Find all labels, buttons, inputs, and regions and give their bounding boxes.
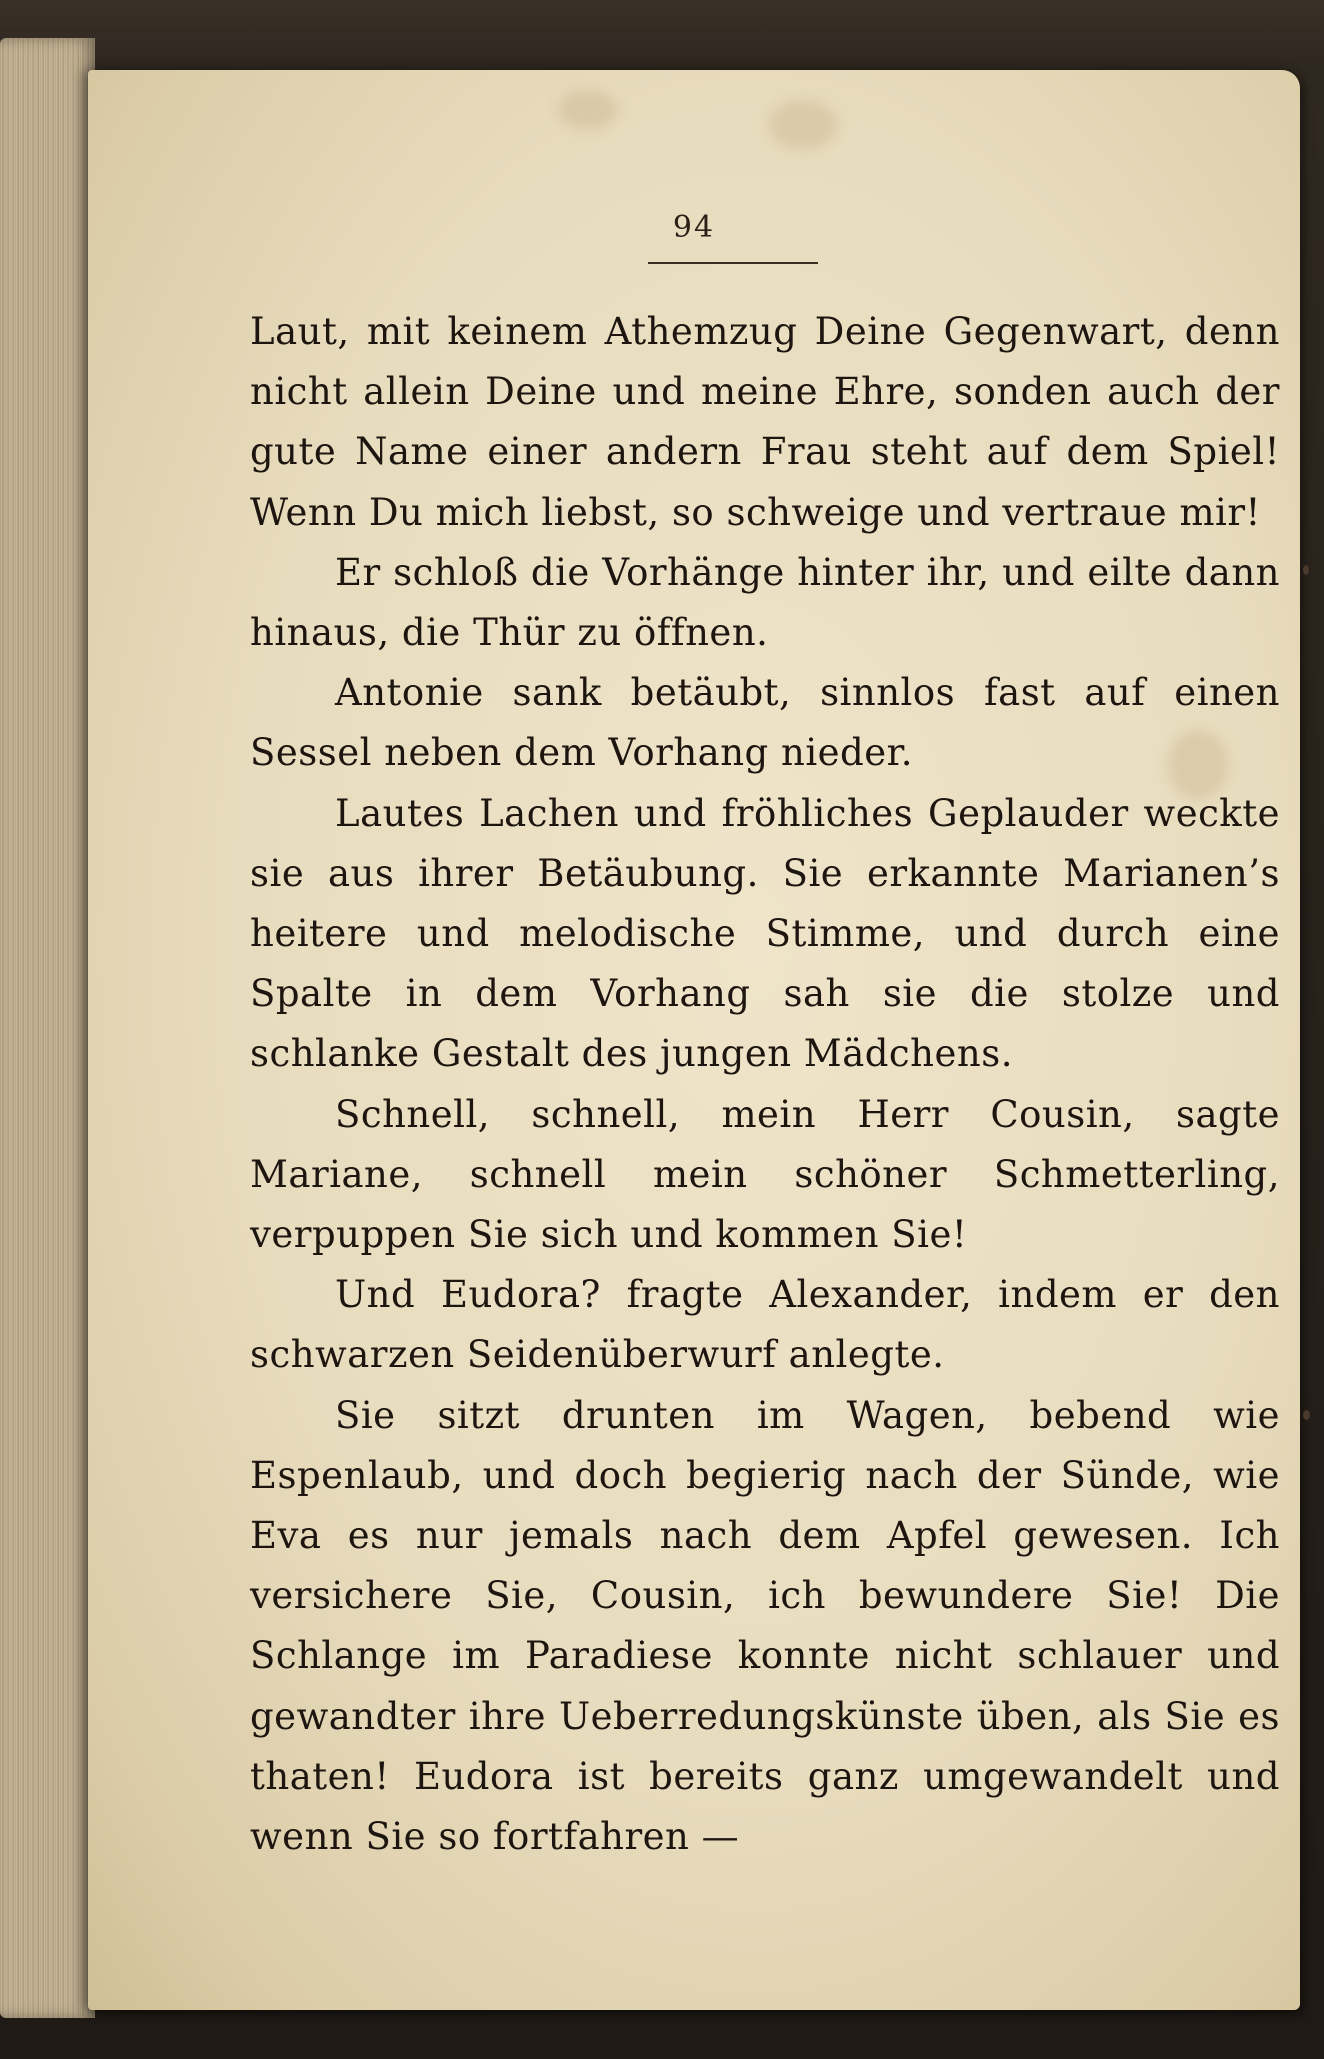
header-rule <box>648 262 818 264</box>
paragraph: Er schloß die Vorhänge hinter ihr, und eilte dann hinaus, die Thür zu öffnen. <box>250 550 1280 655</box>
paragraph: Schnell, schnell, mein Herr Cousin, sagte Mariane, schnell mein schöner Schmetterling, verpuppen Sie sich und kommen Sie! <box>250 1092 1280 1257</box>
paragraph: Und Eudora? fragte Alexander, indem er den schwarzen Seidenüberwurf anlegte. <box>250 1273 1280 1377</box>
paragraph: Antonie sank betäubt, sinnlos fast auf einen Sessel neben dem Vorhang nieder. <box>250 671 1280 775</box>
paragraph: Laut, mit keinem Athemzug Deine Gegenwart, denn nicht allein Deine und meine Ehre, sonden auch der gute Name einer andern Frau steht auf dem Spiel! Wenn Du mich liebst, so schweige und vertraue mir! <box>250 310 1280 534</box>
margin-mark <box>1303 565 1309 575</box>
body-text <box>250 302 1280 1867</box>
page-number: 94 <box>672 210 716 245</box>
margin-mark <box>1303 1410 1310 1420</box>
book-page <box>88 70 1300 2010</box>
page-edges <box>0 38 95 2018</box>
foxing-stain <box>558 90 618 130</box>
paragraph: Lautes Lachen und fröhliches Geplauder weckte sie aus ihrer Betäubung. Sie erkannte Marianen’s heitere und melodische Stimme, und durch eine Spalte in dem Vorhang sah sie die stolze und schlanke Gestalt des jungen Mädchens. <box>250 791 1280 1076</box>
foxing-stain <box>768 100 838 150</box>
paragraph: Sie sitzt drunten im Wagen, bebend wie Espenlaub, und doch begierig nach der Sünde, wie Eva es nur jemals nach dem Apfel gewesen. Ich versichere Sie, Cousin, ich bewundere Sie! Die Schlange im Paradiese konnte nicht schlauer und gewandter ihre Ueberredungskünste üben, als Sie es thaten! Eudora ist bereits ganz umgewandelt und wenn Sie so fortfahren — <box>250 1393 1280 1859</box>
